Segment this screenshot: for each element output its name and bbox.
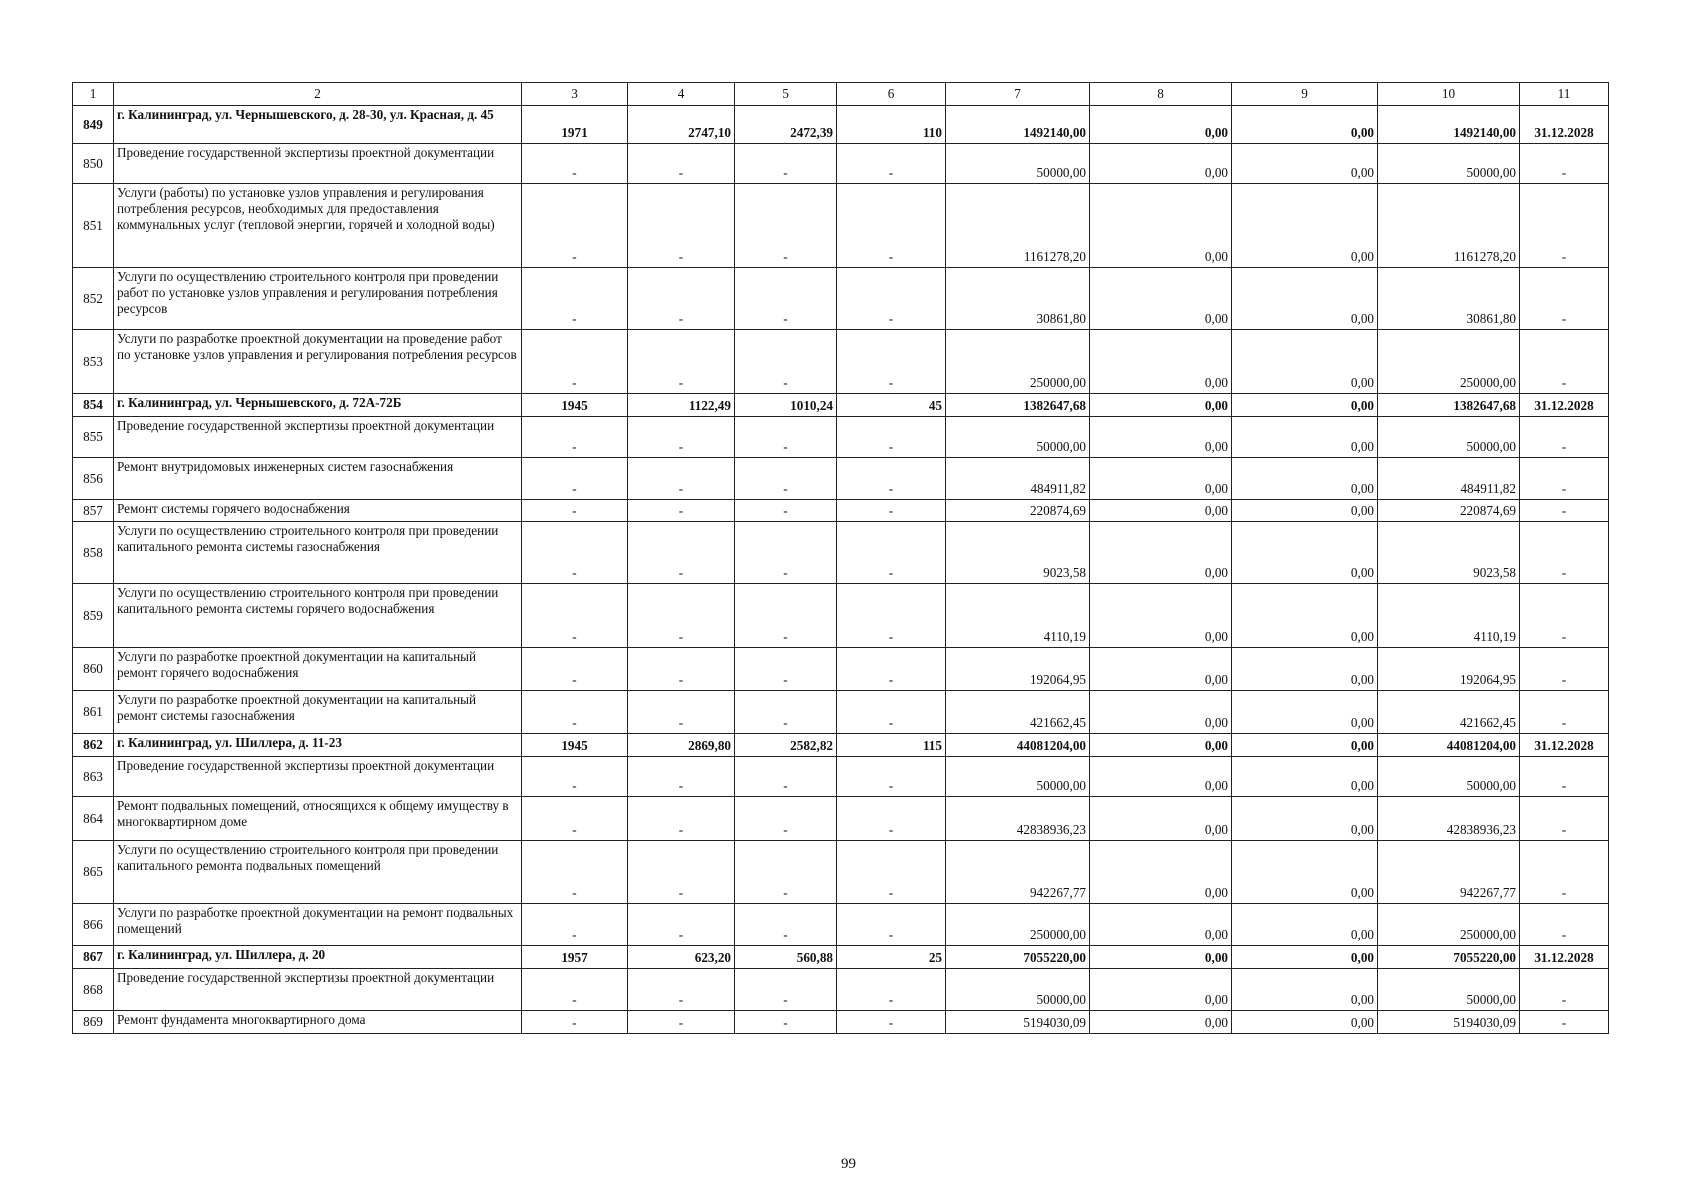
fund-cost: 0,00: [1090, 330, 1232, 394]
total-area: -: [628, 268, 735, 330]
row-number: 856: [73, 458, 114, 500]
budget-cost: 0,00: [1232, 522, 1378, 584]
work-row: [73, 648, 1609, 691]
capital-repair-table: [72, 82, 1609, 1034]
living-area: 2472,39: [735, 106, 837, 144]
row-number: 851: [73, 184, 114, 268]
living-area: -: [735, 797, 837, 841]
row-number: 853: [73, 330, 114, 394]
completion-date: -: [1520, 757, 1609, 797]
build-year: 1945: [522, 394, 628, 417]
completion-date: -: [1520, 969, 1609, 1011]
item-name: Услуги по осуществлению строительного контроля при проведении капитального ремонта системы газоснабжения: [114, 522, 522, 584]
fund-cost: 0,00: [1090, 691, 1232, 734]
owner-cost: 1161278,20: [1378, 184, 1520, 268]
residents: -: [837, 184, 946, 268]
completion-date: -: [1520, 522, 1609, 584]
completion-date: -: [1520, 417, 1609, 458]
residents: -: [837, 458, 946, 500]
residents: 115: [837, 734, 946, 757]
total-area: -: [628, 184, 735, 268]
fund-cost: 0,00: [1090, 184, 1232, 268]
residents: -: [837, 1011, 946, 1034]
row-number: 859: [73, 584, 114, 648]
living-area: -: [735, 584, 837, 648]
residents: -: [837, 841, 946, 904]
row-number: 861: [73, 691, 114, 734]
owner-cost: 7055220,00: [1378, 946, 1520, 969]
row-number: 857: [73, 500, 114, 522]
living-area: -: [735, 144, 837, 184]
work-row: [73, 904, 1609, 946]
budget-cost: 0,00: [1232, 184, 1378, 268]
item-name: Проведение государственной экспертизы проектной документации: [114, 417, 522, 458]
work-row: [73, 584, 1609, 648]
total-cost: 1161278,20: [946, 184, 1090, 268]
total-cost: 7055220,00: [946, 946, 1090, 969]
row-number: 852: [73, 268, 114, 330]
owner-cost: 9023,58: [1378, 522, 1520, 584]
owner-cost: 1382647,68: [1378, 394, 1520, 417]
budget-cost: 0,00: [1232, 330, 1378, 394]
build-year: 1971: [522, 106, 628, 144]
residents: 25: [837, 946, 946, 969]
total-area: -: [628, 648, 735, 691]
total-area: -: [628, 757, 735, 797]
work-row: [73, 757, 1609, 797]
completion-date: -: [1520, 144, 1609, 184]
fund-cost: 0,00: [1090, 969, 1232, 1011]
total-cost: 1382647,68: [946, 394, 1090, 417]
column-header-6: 6: [837, 83, 946, 106]
row-number: 849: [73, 106, 114, 144]
item-name: Услуги по разработке проектной документации на ремонт подвальных помещений: [114, 904, 522, 946]
budget-cost: 0,00: [1232, 946, 1378, 969]
build-year: -: [522, 584, 628, 648]
owner-cost: 192064,95: [1378, 648, 1520, 691]
owner-cost: 250000,00: [1378, 330, 1520, 394]
build-year: -: [522, 969, 628, 1011]
owner-cost: 250000,00: [1378, 904, 1520, 946]
total-area: -: [628, 458, 735, 500]
build-year: -: [522, 417, 628, 458]
build-year: -: [522, 268, 628, 330]
completion-date: 31.12.2028: [1520, 734, 1609, 757]
residents: 45: [837, 394, 946, 417]
row-number: 864: [73, 797, 114, 841]
fund-cost: 0,00: [1090, 417, 1232, 458]
completion-date: 31.12.2028: [1520, 946, 1609, 969]
completion-date: -: [1520, 184, 1609, 268]
total-area: 2747,10: [628, 106, 735, 144]
work-row: [73, 417, 1609, 458]
budget-cost: 0,00: [1232, 734, 1378, 757]
living-area: -: [735, 522, 837, 584]
total-cost: 220874,69: [946, 500, 1090, 522]
living-area: -: [735, 1011, 837, 1034]
total-cost: 50000,00: [946, 757, 1090, 797]
completion-date: -: [1520, 500, 1609, 522]
total-area: 2869,80: [628, 734, 735, 757]
total-cost: 421662,45: [946, 691, 1090, 734]
total-cost: 484911,82: [946, 458, 1090, 500]
item-name: Услуги (работы) по установке узлов управления и регулирования потребления ресурсов, необходимых для предоставления коммунальных услуг (тепловой энергии, горячей и холодной воды): [114, 184, 522, 268]
total-area: -: [628, 841, 735, 904]
row-number: 850: [73, 144, 114, 184]
work-row: [73, 330, 1609, 394]
build-year: 1957: [522, 946, 628, 969]
total-area: -: [628, 1011, 735, 1034]
build-year: -: [522, 841, 628, 904]
budget-cost: 0,00: [1232, 757, 1378, 797]
total-area: -: [628, 797, 735, 841]
living-area: -: [735, 184, 837, 268]
build-year: -: [522, 797, 628, 841]
house-row: [73, 734, 1609, 757]
build-year: -: [522, 144, 628, 184]
owner-cost: 30861,80: [1378, 268, 1520, 330]
item-name: Услуги по разработке проектной документации на капитальный ремонт горячего водоснабжения: [114, 648, 522, 691]
fund-cost: 0,00: [1090, 500, 1232, 522]
row-number: 866: [73, 904, 114, 946]
fund-cost: 0,00: [1090, 946, 1232, 969]
owner-cost: 50000,00: [1378, 757, 1520, 797]
item-name: Проведение государственной экспертизы проектной документации: [114, 144, 522, 184]
owner-cost: 220874,69: [1378, 500, 1520, 522]
build-year: -: [522, 330, 628, 394]
residents: -: [837, 969, 946, 1011]
completion-date: -: [1520, 691, 1609, 734]
residents: -: [837, 648, 946, 691]
completion-date: -: [1520, 648, 1609, 691]
row-number: 854: [73, 394, 114, 417]
item-name: Ремонт подвальных помещений, относящихся к общему имуществу в многоквартирном доме: [114, 797, 522, 841]
work-row: [73, 522, 1609, 584]
residents: -: [837, 522, 946, 584]
living-area: -: [735, 417, 837, 458]
item-name: Ремонт внутридомовых инженерных систем газоснабжения: [114, 458, 522, 500]
row-number: 865: [73, 841, 114, 904]
living-area: 560,88: [735, 946, 837, 969]
fund-cost: 0,00: [1090, 584, 1232, 648]
owner-cost: 42838936,23: [1378, 797, 1520, 841]
owner-cost: 5194030,09: [1378, 1011, 1520, 1034]
build-year: -: [522, 904, 628, 946]
fund-cost: 0,00: [1090, 797, 1232, 841]
total-cost: 50000,00: [946, 417, 1090, 458]
budget-cost: 0,00: [1232, 500, 1378, 522]
total-cost: 30861,80: [946, 268, 1090, 330]
house-row: [73, 394, 1609, 417]
row-number: 862: [73, 734, 114, 757]
budget-cost: 0,00: [1232, 691, 1378, 734]
column-number-header: [73, 83, 1609, 106]
fund-cost: 0,00: [1090, 734, 1232, 757]
total-area: -: [628, 417, 735, 458]
budget-cost: 0,00: [1232, 394, 1378, 417]
owner-cost: 942267,77: [1378, 841, 1520, 904]
total-cost: 42838936,23: [946, 797, 1090, 841]
item-name: Услуги по разработке проектной документации на проведение работ по установке узлов управления и регулирования потребления ресурсов: [114, 330, 522, 394]
completion-date: -: [1520, 841, 1609, 904]
living-area: -: [735, 330, 837, 394]
residents: -: [837, 330, 946, 394]
living-area: -: [735, 904, 837, 946]
item-name: г. Калининград, ул. Шиллера, д. 20: [114, 946, 522, 969]
total-cost: 250000,00: [946, 330, 1090, 394]
budget-cost: 0,00: [1232, 841, 1378, 904]
build-year: -: [522, 691, 628, 734]
fund-cost: 0,00: [1090, 904, 1232, 946]
budget-cost: 0,00: [1232, 584, 1378, 648]
item-name: Проведение государственной экспертизы проектной документации: [114, 757, 522, 797]
total-area: -: [628, 522, 735, 584]
living-area: -: [735, 268, 837, 330]
header-row: [73, 83, 1609, 106]
completion-date: -: [1520, 797, 1609, 841]
budget-cost: 0,00: [1232, 268, 1378, 330]
residents: -: [837, 904, 946, 946]
budget-cost: 0,00: [1232, 458, 1378, 500]
budget-cost: 0,00: [1232, 106, 1378, 144]
living-area: -: [735, 500, 837, 522]
residents: 110: [837, 106, 946, 144]
completion-date: -: [1520, 330, 1609, 394]
residents: -: [837, 268, 946, 330]
budget-cost: 0,00: [1232, 904, 1378, 946]
total-area: -: [628, 584, 735, 648]
work-row: [73, 691, 1609, 734]
fund-cost: 0,00: [1090, 757, 1232, 797]
fund-cost: 0,00: [1090, 522, 1232, 584]
column-header-1: 1: [73, 83, 114, 106]
build-year: 1945: [522, 734, 628, 757]
budget-cost: 0,00: [1232, 144, 1378, 184]
item-name: Проведение государственной экспертизы проектной документации: [114, 969, 522, 1011]
owner-cost: 421662,45: [1378, 691, 1520, 734]
total-cost: 1492140,00: [946, 106, 1090, 144]
work-row: [73, 797, 1609, 841]
work-row: [73, 268, 1609, 330]
work-row: [73, 841, 1609, 904]
row-number: 868: [73, 969, 114, 1011]
total-cost: 5194030,09: [946, 1011, 1090, 1034]
owner-cost: 4110,19: [1378, 584, 1520, 648]
total-area: -: [628, 904, 735, 946]
fund-cost: 0,00: [1090, 144, 1232, 184]
item-name: г. Калининград, ул. Чернышевского, д. 72А-72Б: [114, 394, 522, 417]
budget-cost: 0,00: [1232, 797, 1378, 841]
column-header-2: 2: [114, 83, 522, 106]
owner-cost: 44081204,00: [1378, 734, 1520, 757]
column-header-4: 4: [628, 83, 735, 106]
build-year: -: [522, 757, 628, 797]
total-area: -: [628, 691, 735, 734]
living-area: -: [735, 648, 837, 691]
living-area: -: [735, 841, 837, 904]
total-area: -: [628, 969, 735, 1011]
build-year: -: [522, 458, 628, 500]
fund-cost: 0,00: [1090, 106, 1232, 144]
work-row: [73, 969, 1609, 1011]
item-name: Услуги по осуществлению строительного контроля при проведении работ по установке узлов управления и регулирования потребления ресурсов: [114, 268, 522, 330]
page-number: 99: [841, 1156, 856, 1172]
completion-date: -: [1520, 1011, 1609, 1034]
budget-cost: 0,00: [1232, 417, 1378, 458]
house-row: [73, 946, 1609, 969]
living-area: -: [735, 458, 837, 500]
fund-cost: 0,00: [1090, 394, 1232, 417]
total-cost: 50000,00: [946, 144, 1090, 184]
total-cost: 942267,77: [946, 841, 1090, 904]
fund-cost: 0,00: [1090, 648, 1232, 691]
item-name: Ремонт фундамента многоквартирного дома: [114, 1011, 522, 1034]
total-cost: 44081204,00: [946, 734, 1090, 757]
fund-cost: 0,00: [1090, 458, 1232, 500]
column-header-8: 8: [1090, 83, 1232, 106]
owner-cost: 484911,82: [1378, 458, 1520, 500]
budget-cost: 0,00: [1232, 1011, 1378, 1034]
living-area: -: [735, 691, 837, 734]
item-name: Услуги по осуществлению строительного контроля при проведении капитального ремонта системы горячего водоснабжения: [114, 584, 522, 648]
total-area: 623,20: [628, 946, 735, 969]
work-row: [73, 458, 1609, 500]
residents: -: [837, 144, 946, 184]
budget-cost: 0,00: [1232, 969, 1378, 1011]
row-number: 869: [73, 1011, 114, 1034]
column-header-7: 7: [946, 83, 1090, 106]
fund-cost: 0,00: [1090, 268, 1232, 330]
living-area: -: [735, 969, 837, 1011]
total-area: -: [628, 330, 735, 394]
budget-cost: 0,00: [1232, 648, 1378, 691]
total-cost: 250000,00: [946, 904, 1090, 946]
residents: -: [837, 584, 946, 648]
work-row: [73, 184, 1609, 268]
residents: -: [837, 757, 946, 797]
work-row: [73, 144, 1609, 184]
owner-cost: 50000,00: [1378, 144, 1520, 184]
residents: -: [837, 417, 946, 458]
total-cost: 192064,95: [946, 648, 1090, 691]
column-header-10: 10: [1378, 83, 1520, 106]
work-row: [73, 500, 1609, 522]
completion-date: 31.12.2028: [1520, 394, 1609, 417]
build-year: -: [522, 648, 628, 691]
row-number: 855: [73, 417, 114, 458]
completion-date: -: [1520, 904, 1609, 946]
completion-date: -: [1520, 584, 1609, 648]
owner-cost: 50000,00: [1378, 969, 1520, 1011]
build-year: -: [522, 1011, 628, 1034]
table-body: [73, 106, 1609, 1034]
item-name: Ремонт системы горячего водоснабжения: [114, 500, 522, 522]
build-year: -: [522, 184, 628, 268]
work-row: [73, 1011, 1609, 1034]
completion-date: 31.12.2028: [1520, 106, 1609, 144]
item-name: Услуги по разработке проектной документации на капитальный ремонт системы газоснабжения: [114, 691, 522, 734]
residents: -: [837, 500, 946, 522]
completion-date: -: [1520, 458, 1609, 500]
column-header-11: 11: [1520, 83, 1609, 106]
total-area: -: [628, 500, 735, 522]
row-number: 867: [73, 946, 114, 969]
row-number: 858: [73, 522, 114, 584]
total-cost: 4110,19: [946, 584, 1090, 648]
build-year: -: [522, 522, 628, 584]
total-cost: 50000,00: [946, 969, 1090, 1011]
owner-cost: 1492140,00: [1378, 106, 1520, 144]
living-area: -: [735, 757, 837, 797]
total-cost: 9023,58: [946, 522, 1090, 584]
row-number: 860: [73, 648, 114, 691]
fund-cost: 0,00: [1090, 841, 1232, 904]
build-year: -: [522, 500, 628, 522]
total-area: -: [628, 144, 735, 184]
item-name: г. Калининград, ул. Чернышевского, д. 28-30, ул. Красная, д. 45: [114, 106, 522, 144]
residents: -: [837, 797, 946, 841]
column-header-9: 9: [1232, 83, 1378, 106]
item-name: г. Калининград, ул. Шиллера, д. 11-23: [114, 734, 522, 757]
residents: -: [837, 691, 946, 734]
living-area: 2582,82: [735, 734, 837, 757]
row-number: 863: [73, 757, 114, 797]
total-area: 1122,49: [628, 394, 735, 417]
column-header-5: 5: [735, 83, 837, 106]
item-name: Услуги по осуществлению строительного контроля при проведении капитального ремонта подвальных помещений: [114, 841, 522, 904]
completion-date: -: [1520, 268, 1609, 330]
house-row: [73, 106, 1609, 144]
column-header-3: 3: [522, 83, 628, 106]
fund-cost: 0,00: [1090, 1011, 1232, 1034]
living-area: 1010,24: [735, 394, 837, 417]
owner-cost: 50000,00: [1378, 417, 1520, 458]
